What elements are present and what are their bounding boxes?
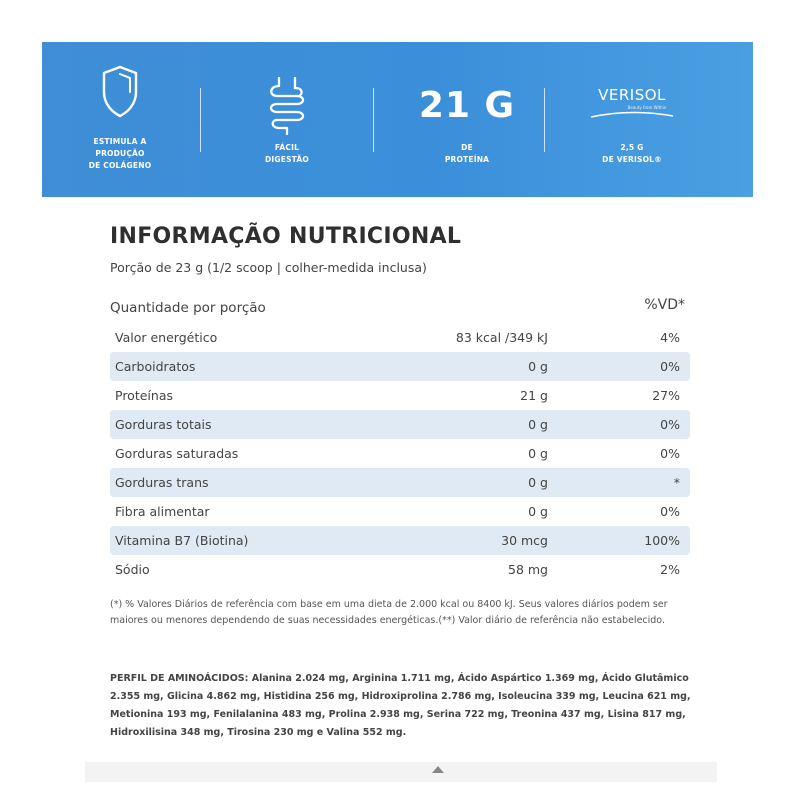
nutrient-amount: 0 g [528,475,548,490]
benefit-digestion [242,42,332,197]
benefit-caption-line: DIGESTÃO [264,155,309,164]
table-row [110,468,690,497]
nutrient-amount: 58 mg [508,562,548,577]
benefit-caption-line: DE COLÁGENO [88,161,152,170]
benefit-caption-line: ESTIMULA A [93,137,147,146]
benefit-caption-line: DE VERISOL® [602,155,662,164]
benefit-caption-line: PROTEÍNA [444,155,490,164]
nutrient-amount: 21 g [520,388,548,403]
portion-text: Porção de 23 g (1/2 scoop | colher-medida inclusa) [110,260,427,275]
nutrient-vd: 0% [660,446,680,461]
nutrient-name: Sódio [115,562,150,577]
nutrient-vd: 2% [660,562,680,577]
nutrient-amount: 30 mcg [501,533,548,548]
divider [544,88,545,152]
nutrient-name: Vitamina B7 (Biotina) [115,533,249,548]
nutrient-vd: * [673,475,680,490]
divider [200,88,201,152]
table-row [110,410,690,439]
nutrient-amount: 0 g [528,359,548,374]
nutrient-amount: 83 kcal /349 kJ [455,330,548,345]
nutrient-vd: 27% [652,388,680,403]
chevron-up-icon[interactable] [432,766,444,773]
benefit-verisol [577,42,687,197]
benefit-collagen [70,42,170,197]
table-header [110,295,690,323]
table-row [110,352,690,381]
verisol-logo: VERISOL [598,86,666,104]
nutrient-vd: 0% [660,359,680,374]
intestine-icon [265,74,309,136]
scroll-bar[interactable] [85,762,717,782]
nutrient-vd: 4% [660,330,680,345]
nutrient-name: Proteínas [115,388,173,403]
amino-acid-profile: PERFIL DE AMINOÁCIDOS: Alanina 2.024 mg, Arginina 1.711 mg, Ácido Aspártico 1.369 mg, Ácido Glutâmico 2.355 mg, Glicina 4.862 mg, Histidina 256 mg, Hidroxiprolina 2.786 mg, Isoleucina 339 mg, Leucina 621 mg, Metionina 193 mg, Fenilalanina 483 mg, Prolina 2.938 mg, Serina 722 mg, Treonina 437 mg, Lisina 817 mg, Hidroxilisina 348 mg, Tirosina 230 mg e Valina 552 mg. [110,673,691,738]
nutrient-vd: 0% [660,504,680,519]
table-row [110,439,690,468]
header-quantity: Quantidade por porção [110,300,266,316]
nutrient-amount: 0 g [528,417,548,432]
nutrient-name: Gorduras trans [115,475,209,490]
table-row [110,497,690,526]
nutrient-name: Gorduras saturadas [115,446,239,461]
benefits-banner [42,42,753,197]
divider [373,88,374,152]
table-row [110,323,690,352]
nutrient-name: Fibra alimentar [115,504,210,519]
verisol-swoosh-icon [589,110,675,120]
footnote: (*) % Valores Diários de referência com base em uma dieta de 2.000 kcal ou 8400 kJ. Seus valores diários podem ser maiores ou menores dependendo de suas necessidades energéticas.(**) Valor diário de referência não estabelecido. [110,599,668,626]
table-row [110,555,690,584]
nutrient-name: Carboidratos [115,359,196,374]
benefit-caption-line: FÁCIL [274,143,300,152]
nutrient-amount: 0 g [528,446,548,461]
shield-icon [100,64,140,120]
header-vd: %VD* [644,297,685,313]
nutrient-vd: 100% [644,533,680,548]
benefit-caption-line: PRODUÇÃO [95,149,145,158]
nutrient-vd: 0% [660,417,680,432]
benefit-caption-line: 2,5 G [620,143,644,152]
nutrient-name: Valor energético [115,330,218,345]
nutrient-name: Gorduras totais [115,417,212,432]
nutrient-amount: 0 g [528,504,548,519]
nutrition-table [110,295,690,584]
protein-amount: 21 G [418,85,516,126]
nutrition-title: INFORMAÇÃO NUTRICIONAL [110,224,462,249]
verisol-logo-tagline: Beauty from Within [627,105,667,110]
table-row [110,381,690,410]
benefit-caption-line: DE [461,143,473,152]
benefit-protein [402,42,532,197]
table-row [110,526,690,555]
